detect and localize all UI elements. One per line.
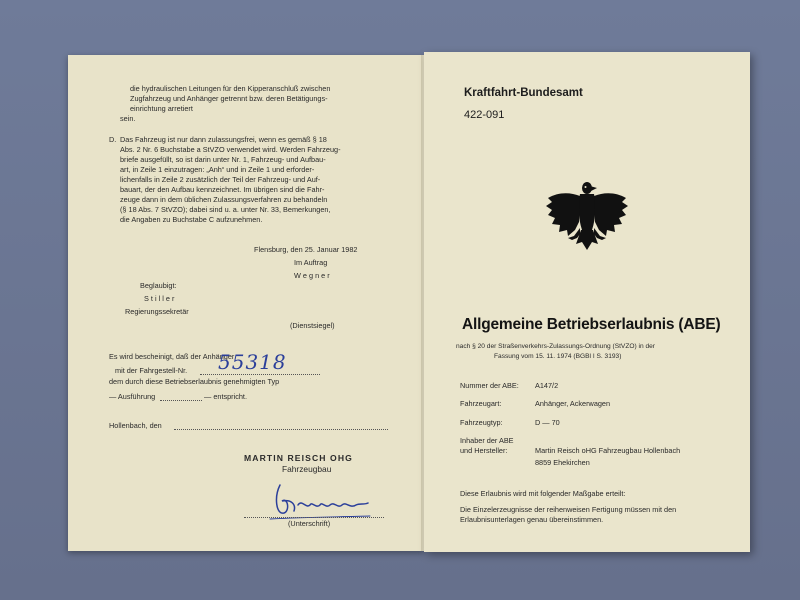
field-label-vehicle-kind: Fahrzeugart: [460, 399, 502, 408]
footer-line-2: Die Einzelerzeugnisse der reihenweisen Fertigung müssen mit den [460, 505, 677, 514]
inhaber-value-2: 8859 Ehekirchen [535, 458, 590, 467]
hollenbach-date: Hollenbach, den [109, 421, 162, 430]
section-d-line-3: briefe ausgefüllt, so ist darin unter Nr. 1, Fahrzeug- und Aufbau- [120, 155, 326, 164]
intro-line-2: Zugfahrzeug und Anhänger getrennt bzw. deren Betätigungs- [130, 94, 328, 103]
left-page [68, 55, 424, 551]
fahrgestell-dotline [200, 374, 320, 375]
section-d-line-5: lichenfalls in Zeile 2 zusätzlich der Teil der Fahrzeug- und Auf- [120, 175, 321, 184]
field-value-vehicle-type: D — 70 [535, 418, 560, 427]
inhaber-value-1: Martin Reisch oHG Fahrzeugbau Hollenbach [535, 446, 681, 455]
ausfuehrung-prefix: — Ausführung [109, 392, 156, 401]
signature-dotline [244, 517, 384, 518]
section-d-line-8: (§ 18 Abs. 7 StVZO); dabei sind u. a. unter Nr. 33, Bemerkungen, [120, 205, 331, 214]
ausfuehrung-suffix: — entspricht. [204, 392, 247, 401]
dienstsiegel: (Dienstsiegel) [290, 321, 335, 330]
right-page [424, 52, 750, 552]
fahrgestell-label: mit der Fahrgestell-Nr. [115, 366, 188, 375]
company-subtitle: Fahrzeugbau [282, 464, 332, 474]
signer-name: W e g n e r [294, 271, 330, 280]
intro-line-4: sein. [120, 114, 136, 123]
federal-eagle-icon [544, 178, 630, 258]
section-d-line-9: die Angaben zu Buchstabe C aufzunehmen. [120, 215, 263, 224]
field-label-vehicle-type: Fahrzeugtyp: [460, 418, 503, 427]
footer-line-1: Diese Erlaubnis wird mit folgender Maßgabe erteilt: [460, 489, 626, 498]
field-label-abe-number: Nummer der ABE: [460, 381, 519, 390]
intro-line-1: die hydraulischen Leitungen für den Kipperanschluß zwischen [130, 84, 331, 93]
document-title: Allgemeine Betriebserlaubnis (ABE) [462, 316, 721, 333]
document-number: 422-091 [464, 109, 505, 121]
section-d-line-6: bauart, der den Aufbau kennzeichnet. Im übrigen sind die Fahr- [120, 185, 325, 194]
section-d-line-7: zeuge dann in dem üblichen Zulassungsverfahren zu behandeln [120, 195, 328, 204]
beglaubigt-label: Beglaubigt: [140, 281, 177, 290]
field-value-abe-number: A147/2 [535, 381, 559, 390]
inhaber-label-2: und Hersteller: [460, 446, 508, 455]
company-name: MARTIN REISCH OHG [244, 453, 353, 463]
unterschrift-label: (Unterschrift) [288, 519, 331, 528]
subtitle-line-1: nach § 20 der Straßenverkehrs-Zulassungs-Ordnung (StVZO) in der [456, 343, 656, 350]
intro-line-3: einrichtung arretiert [130, 104, 193, 113]
certifier-name: S t i l l e r [144, 294, 175, 303]
section-d-line-1: Das Fahrzeug ist nur dann zulassungsfrei, wenn es gemäß § 18 [120, 135, 327, 144]
handwritten-chassis-number: 55318 [218, 350, 287, 374]
field-value-vehicle-kind: Anhänger, Ackerwagen [535, 399, 611, 408]
subtitle-line-2: Fassung vom 15. 11. 1974 (BGBl I S. 3193) [494, 353, 622, 360]
certifier-title: Regierungssekretär [125, 307, 189, 316]
inhaber-label-1: Inhaber der ABE [460, 436, 514, 445]
im-auftrag: Im Auftrag [294, 258, 328, 267]
section-d-line-2: Abs. 2 Nr. 6 Buchstabe a StVZO verwendet wird. Werden Fahrzeug- [120, 145, 341, 154]
dem-durch-line: dem durch diese Betriebserlaubnis genehmigten Typ [109, 377, 280, 386]
section-d-marker: D. [109, 135, 117, 144]
section-d-line-4: art, in Zeile 1 einzutragen: „Anh“ und in Zeile 1 und erforder- [120, 165, 315, 174]
bescheinigt-line: Es wird bescheinigt, daß der Anhänger [109, 352, 235, 361]
hollenbach-dotline [174, 429, 388, 430]
ausfuehrung-dotline [160, 400, 202, 401]
footer-line-3: Erlaubnisunterlagen genau übereinstimmen. [460, 515, 604, 524]
authority-name: Kraftfahrt-Bundesamt [464, 87, 583, 99]
place-date: Flensburg, den 25. Januar 1982 [254, 245, 358, 254]
